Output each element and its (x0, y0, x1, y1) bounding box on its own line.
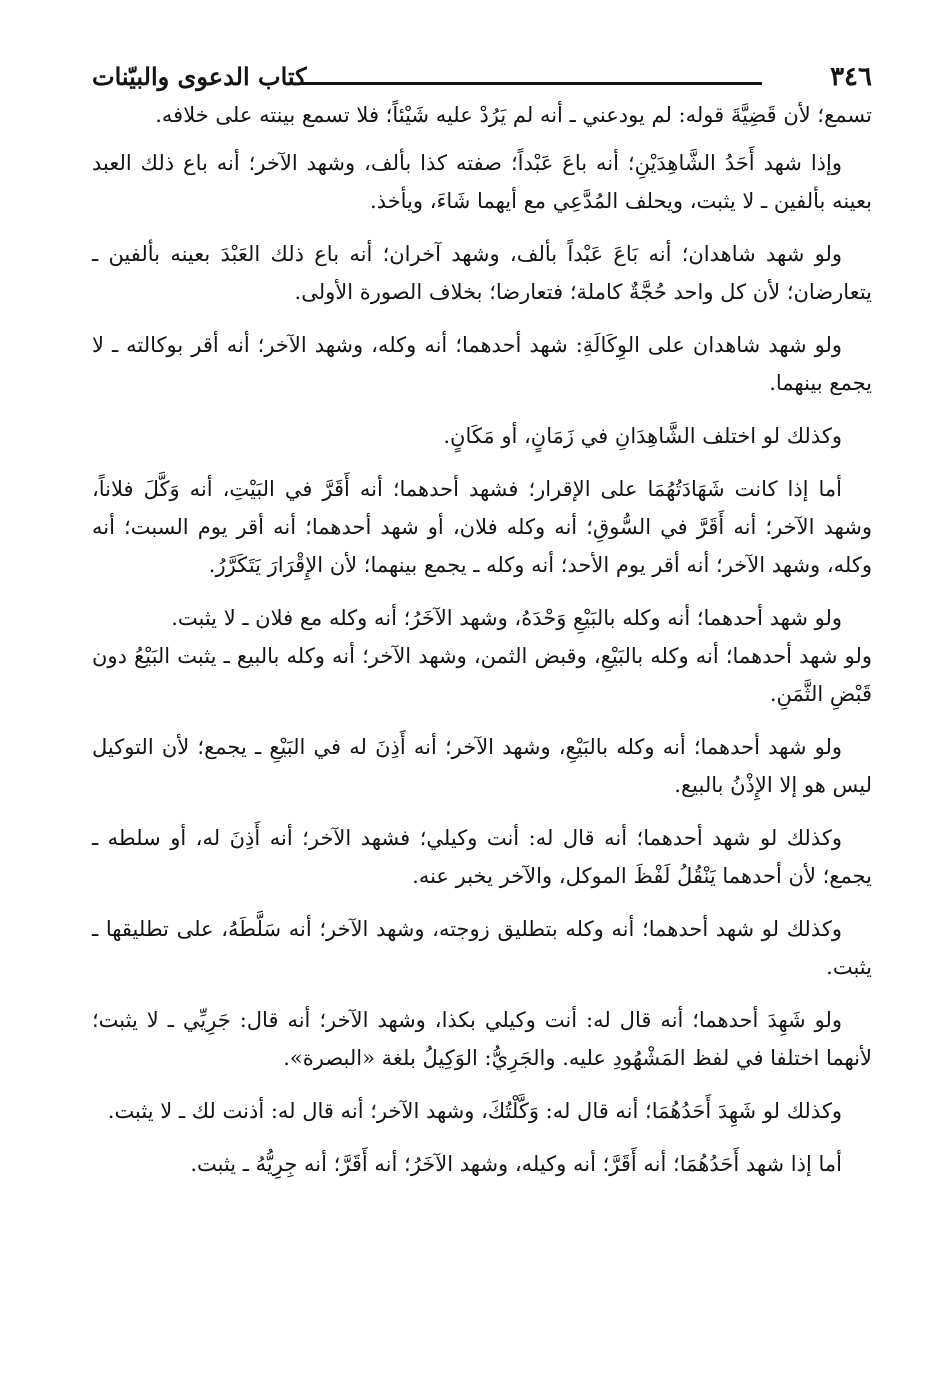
paragraph: تسمع؛ لأن قَضِيَّةَ قوله: لم يودعني ـ أنه لم يَرُدْ عليه شَيْئاً؛ فلا تسمع بينته على خلافه. (155, 103, 872, 127)
paragraph: ولو شهد أحدهما؛ أنه وكله بالبَيْعِ وَحْدَهُ، وشهد الآخَرُ؛ أنه وكله مع فلان ـ لا يثبت. (171, 606, 842, 630)
paragraph: ولو شهد أحدهما؛ أنه وكله بالبَيْعِ، وقبض الثمن، وشهد الآخر؛ أنه وكله بالبيع ـ يثبت البَيْعُ دون قَبْضِ الثَّمَنِ. (92, 644, 872, 706)
header-rule (300, 82, 762, 85)
page-number: ٣٤٦ (830, 62, 872, 92)
paragraph: أما إذا شهد أَحَدُهُمَا؛ أنه أَقَرَّ؛ أنه وكيله، وشهد الآخَرُ؛ أنه أَقَرَّ؛ أنه جِرِيُّهُ ـ يثبت. (190, 1152, 842, 1176)
paragraph: وكذلك لو شهد أحدهما؛ أنه وكله بتطليق زوجته، وشهد الآخر؛ أنه سَلَّطَهُ، على تطليقها ـ يثبت. (92, 917, 872, 979)
paragraph: وكذلك لو اختلف الشَّاهِدَانِ في زَمَانٍ، أو مَكَانٍ. (443, 424, 842, 448)
paragraph: ولو شهد شاهدان على الوِكَالَةِ: شهد أحدهما؛ أنه وكله، وشهد الآخر؛ أنه أقر بوكالته ـ لا يجمع بينهما. (92, 333, 872, 395)
paragraph: وإذا شهد أَحَدُ الشَّاهِدَيْنِ؛ أنه باعَ عَبْداً؛ صفته كذا بألف، وشهد الآخر؛ أنه باع ذلك العبد بعينه بألفين ـ لا يثبت، ويحلف المُدَّعِي مع أيهما شَاءَ، ويأخذ. (92, 151, 872, 213)
paragraph: وكذلك لو شَهِدَ أَحَدُهُمَا؛ أنه قال له: وَكَّلْتُكَ، وشهد الآخر؛ أنه قال له: أذنت لك ـ لا يثبت. (107, 1099, 842, 1123)
paragraph: أما إذا كانت شَهَادَتُهُمَا على الإقرار؛ فشهد أحدهما؛ أنه أَقَرَّ في البَيْتِ، أنه وَكَّلَ فلاناً، وشهد الآخر؛ أنه أَقَرَّ في السُّوقِ؛ أنه وكله فلان، أو شهد أحدهما؛ أنه أقر يوم السبت؛ أنه وكله، وشهد الآخر؛ أنه أقر يوم الأحد؛ أنه وكله ـ يجمع بينهما؛ لأن الإِقْرَارَ يَتَكَرَّرُ. (92, 477, 872, 577)
running-header (92, 58, 872, 98)
book-title: كتاب الدعوى والبيّنات (92, 62, 307, 91)
paragraph: وكذلك لو شهد أحدهما؛ أنه قال له: أنت وكيلي؛ فشهد الآخر؛ أنه أَذِنَ له، أو سلطه ـ يجمع؛ لأن أحدهما يَنْقُلُ لَفْظَ الموكل، والآخر يخبر عنه. (92, 826, 872, 888)
paragraph: ولو شهد شاهدان؛ أنه بَاعَ عَبْداً بألف، وشهد آخران؛ أنه باع ذلك العَبْدَ بعينه بألفين ـ يتعارضان؛ لأن كل واحد حُجَّةٌ كاملة؛ فتعارضا؛ بخلاف الصورة الأولى. (92, 242, 872, 304)
body-text (92, 96, 872, 1198)
paragraph: ولو شَهِدَ أحدهما؛ أنه قال له: أنت وكيلي بكذا، وشهد الآخر؛ أنه قال: جَرِيِّي ـ لا يثبت؛ لأنهما اختلفا في لفظ المَشْهُودِ عليه. والجَرِيُّ: الوَكِيلُ بلغة «البصرة». (92, 1008, 872, 1070)
paragraph: ولو شهد أحدهما؛ أنه وكله بالبَيْعِ، وشهد الآخر؛ أنه أَذِنَ له في البَيْعِ ـ يجمع؛ لأن التوكيل ليس هو إلا الإِذْنُ بالبيع. (92, 735, 872, 797)
